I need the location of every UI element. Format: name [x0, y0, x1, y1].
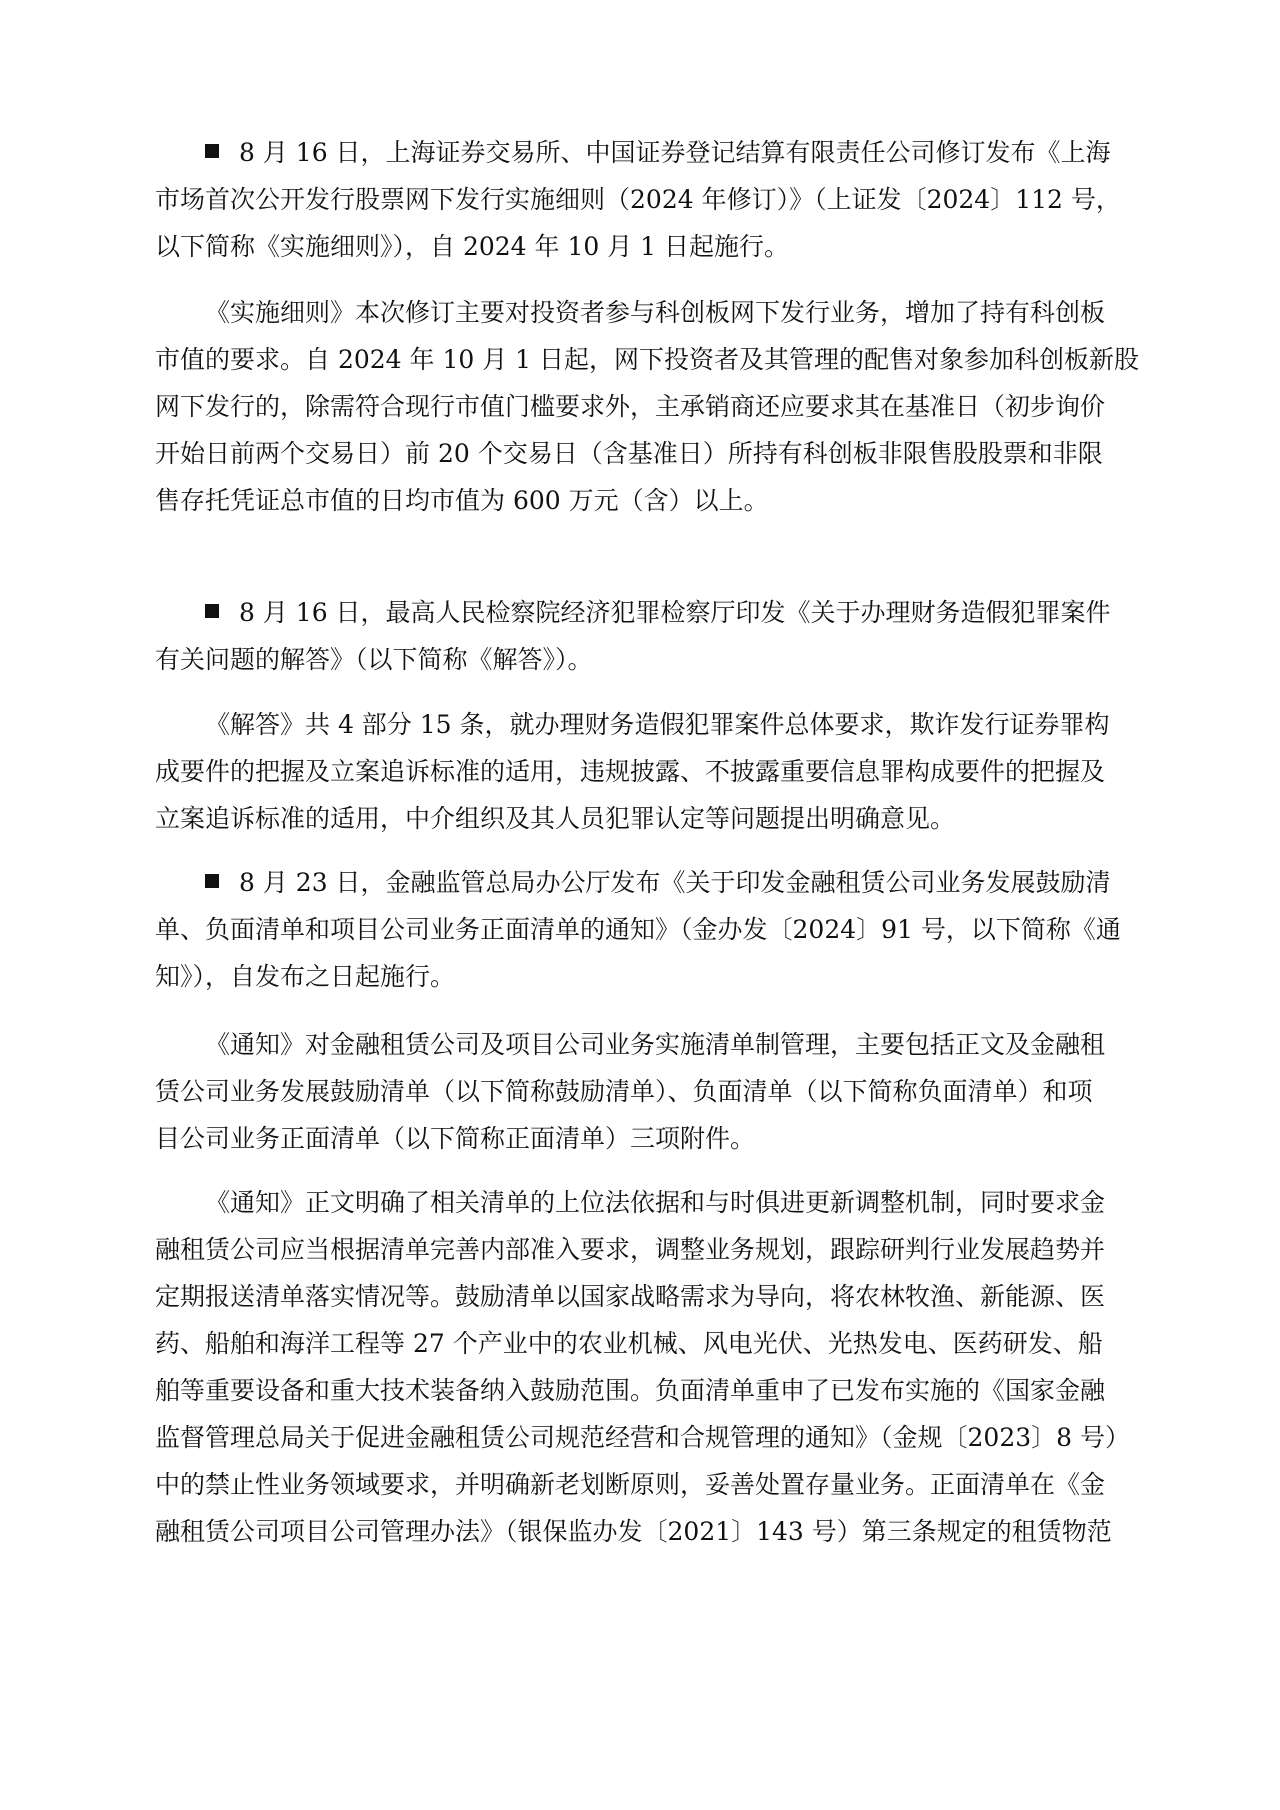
- square-bullet-icon: [205, 604, 219, 618]
- paragraph-line: 市值的要求。自 2024 年 10 月 1 日起，网下投资者及其管理的配售对象参加科创板新股: [155, 345, 1140, 374]
- paragraph-line: 融租赁公司应当根据清单完善内部准入要求，调整业务规划，跟踪研判行业发展趋势并: [155, 1235, 1106, 1264]
- square-bullet-icon: [205, 874, 219, 888]
- paragraph-line: 中的禁止性业务领域要求，并明确新老划断原则，妥善处置存量业务。正面清单在《金: [155, 1470, 1106, 1499]
- paragraph-line: 《解答》共 4 部分 15 条，就办理财务造假犯罪案件总体要求，欺诈发行证券罪构: [205, 710, 1110, 739]
- line-text: 8 月 16 日，最高人民检察院经济犯罪检察厅印发《关于办理财务造假犯罪案件: [239, 598, 1111, 627]
- paragraph-line: 知》），自发布之日起施行。: [155, 962, 456, 991]
- paragraph-line: 赁公司业务发展鼓励清单（以下简称鼓励清单）、负面清单（以下简称负面清单）和项: [155, 1077, 1093, 1106]
- paragraph-line: 单、负面清单和项目公司业务正面清单的通知》（金办发〔2024〕91 号，以下简称《通: [155, 915, 1121, 944]
- paragraph-line: [205, 136, 1111, 170]
- paragraph-line: 舶等重要设备和重大技术装备纳入鼓励范围。负面清单重申了已发布实施的《国家金融: [155, 1376, 1106, 1405]
- paragraph-line: [205, 596, 1111, 630]
- paragraph-line: 《实施细则》本次修订主要对投资者参与科创板网下发行业务，增加了持有科创板: [205, 298, 1106, 327]
- line-text: 8 月 16 日，上海证券交易所、中国证券登记结算有限责任公司修订发布《上海: [239, 138, 1111, 167]
- paragraph-line: [205, 866, 1111, 900]
- paragraph-line: 网下发行的，除需符合现行市值门槛要求外，主承销商还应要求其在基准日（初步询价: [155, 392, 1106, 421]
- paragraph-line: 目公司业务正面清单（以下简称正面清单）三项附件。: [155, 1124, 756, 1153]
- paragraph-line: 成要件的把握及立案追诉标准的适用，违规披露、不披露重要信息罪构成要件的把握及: [155, 757, 1106, 786]
- line-text: 8 月 23 日，金融监管总局办公厅发布《关于印发金融租赁公司业务发展鼓励清: [239, 868, 1111, 897]
- paragraph-line: 市场首次公开发行股票网下发行实施细则（2024 年修订）》（上证发〔2024〕112 号，: [155, 185, 1121, 214]
- paragraph-line: 开始日前两个交易日）前 20 个交易日（含基准日）所持有科创板非限售股股票和非限: [155, 439, 1103, 468]
- paragraph-line: 《通知》正文明确了相关清单的上位法依据和与时俱进更新调整机制，同时要求金: [205, 1188, 1106, 1217]
- paragraph-line: 立案追诉标准的适用，中介组织及其人员犯罪认定等问题提出明确意见。: [155, 804, 956, 833]
- paragraph-line: 有关问题的解答》（以下简称《解答》）。: [155, 645, 593, 674]
- paragraph-line: 监督管理总局关于促进金融租赁公司规范经营和合规管理的通知》（金规〔2023〕8 号）: [155, 1423, 1130, 1452]
- paragraph-line: 融租赁公司项目公司管理办法》（银保监办发〔2021〕143 号）第三条规定的租赁物范: [155, 1517, 1112, 1546]
- square-bullet-icon: [205, 144, 219, 158]
- paragraph-line: 以下简称《实施细则》），自 2024 年 10 月 1 日起施行。: [155, 232, 790, 261]
- paragraph-line: 药、船舶和海洋工程等 27 个产业中的农业机械、风电光伏、光热发电、医药研发、船: [155, 1329, 1103, 1358]
- paragraph-line: 售存托凭证总市值的日均市值为 600 万元（含）以上。: [155, 486, 769, 515]
- paragraph-line: 定期报送清单落实情况等。鼓励清单以国家战略需求为导向，将农林牧渔、新能源、医: [155, 1282, 1106, 1311]
- paragraph-line: 《通知》对金融租赁公司及项目公司业务实施清单制管理，主要包括正文及金融租: [205, 1030, 1106, 1059]
